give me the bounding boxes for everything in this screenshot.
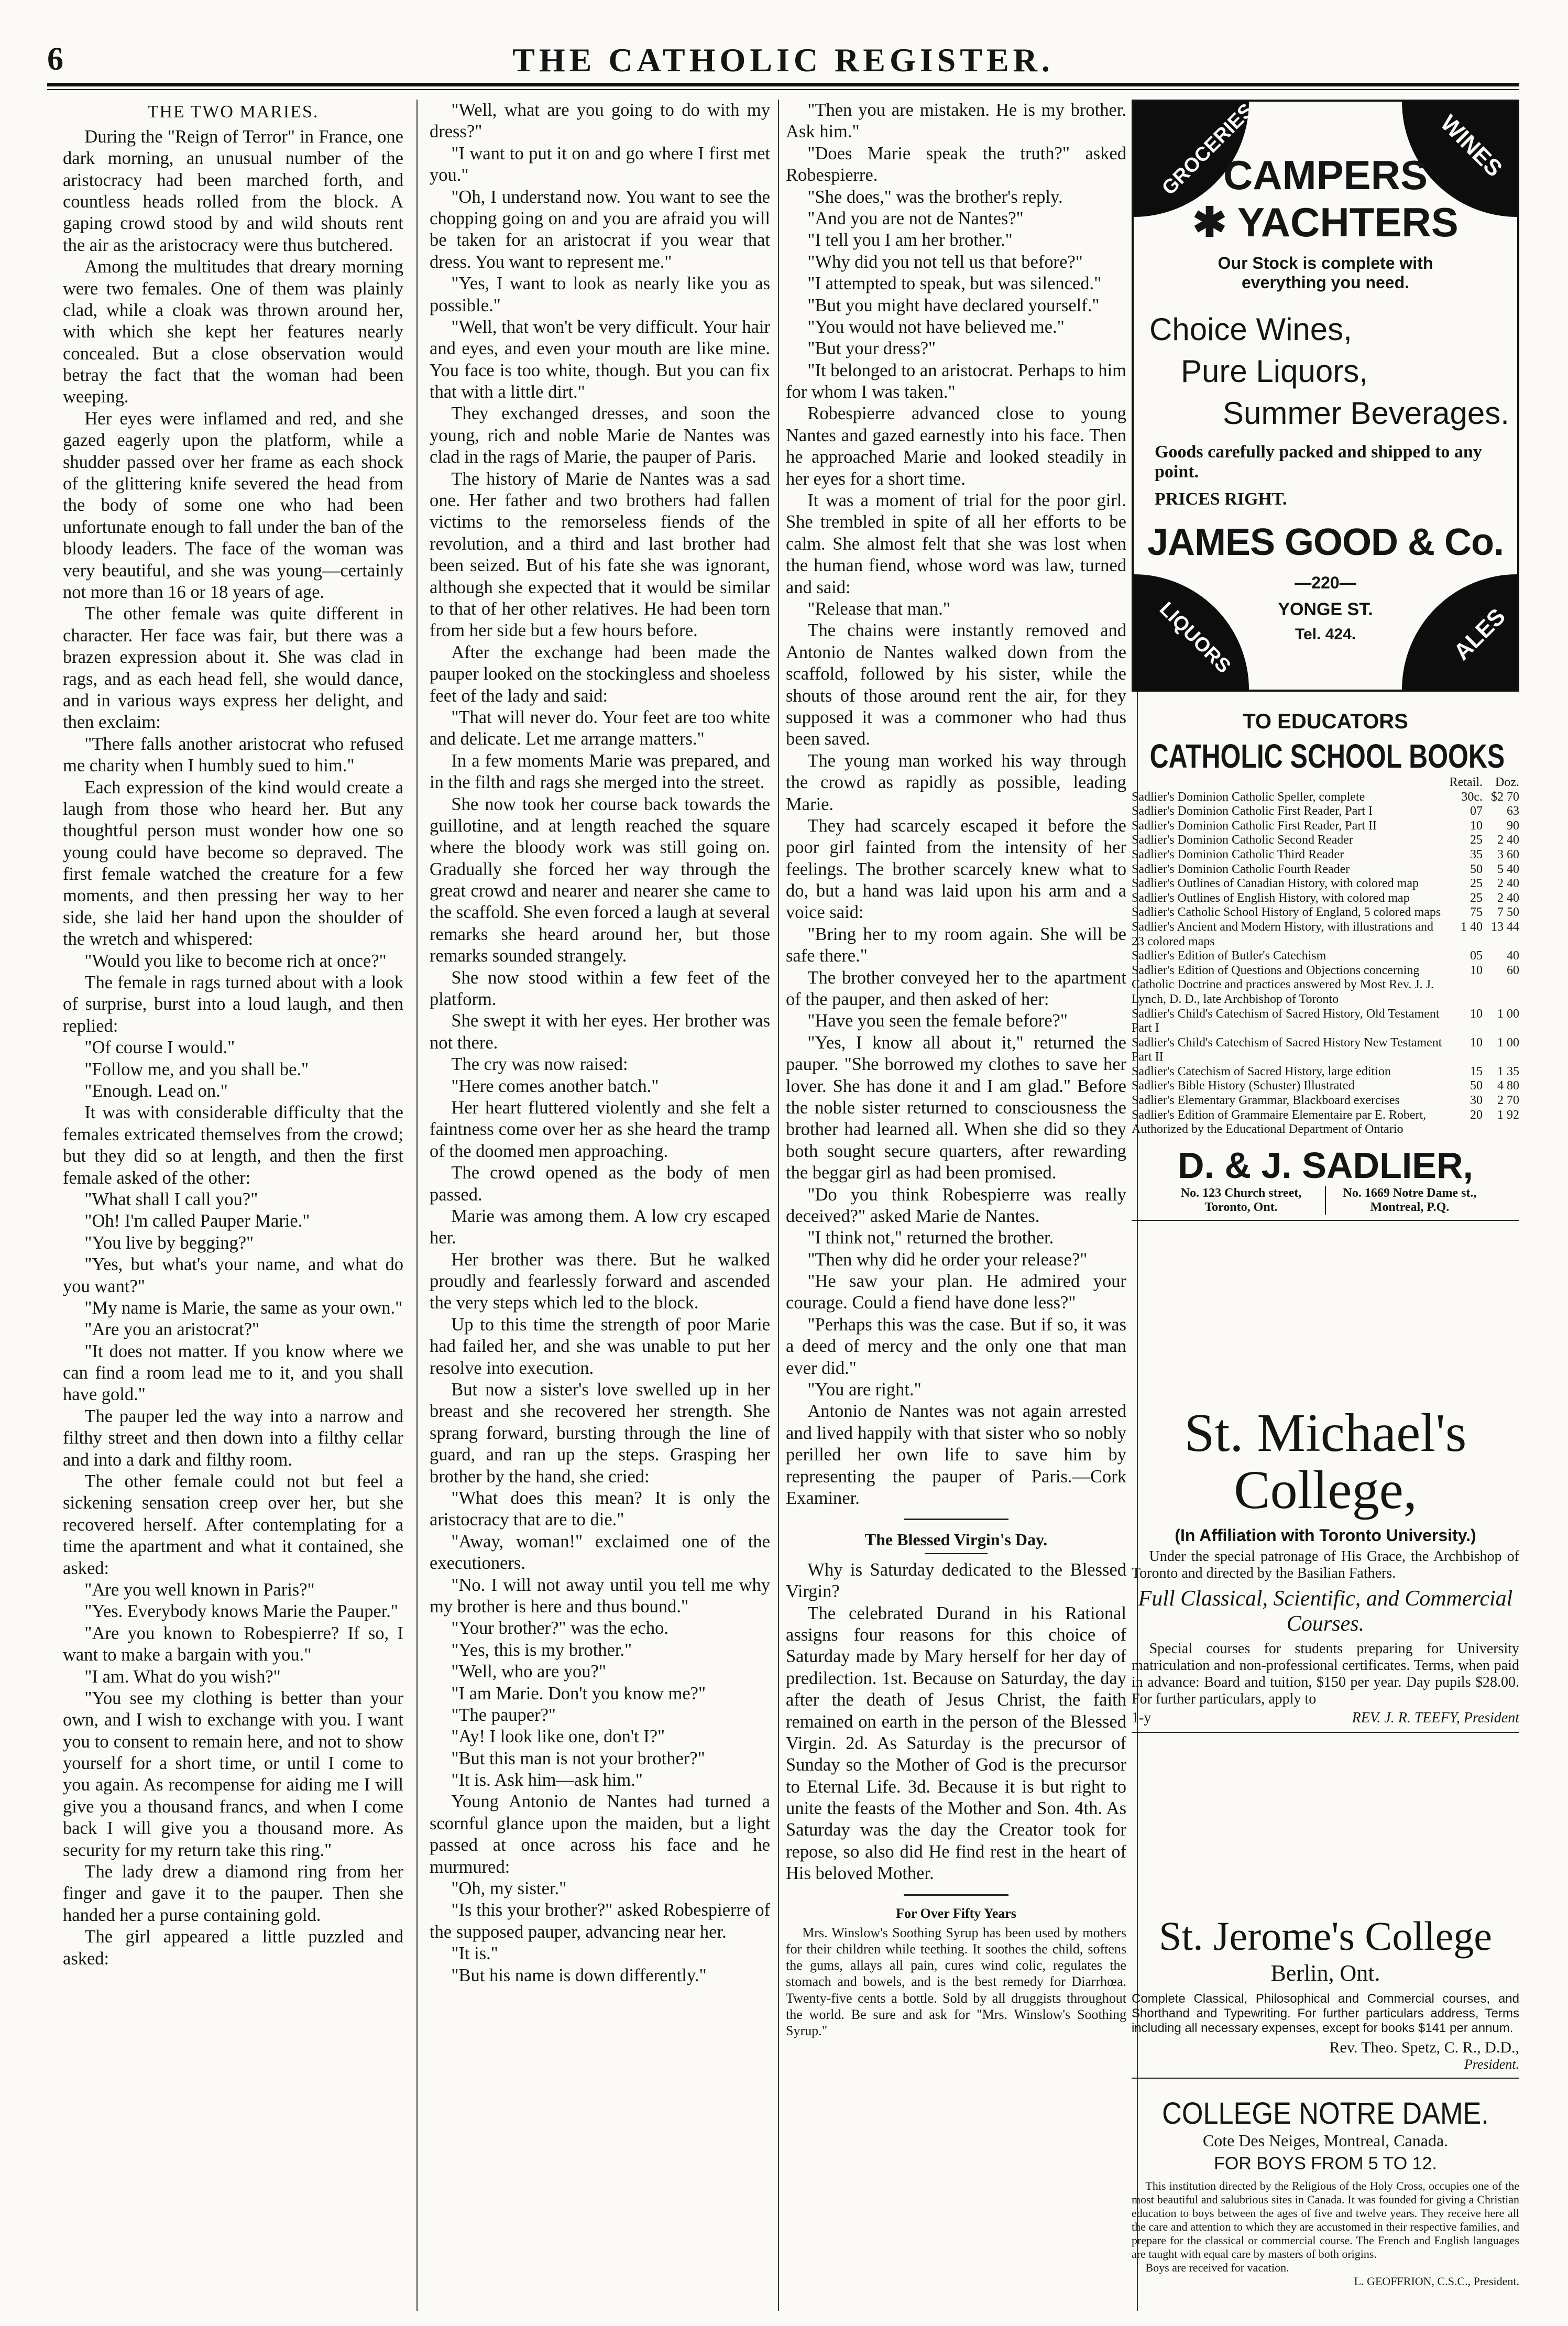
- book-retail-price: 25: [1470, 833, 1483, 847]
- article-title: The Blessed Virgin's Day.: [864, 1530, 1048, 1549]
- ad-campers: [1132, 100, 1519, 692]
- book-row: [1132, 804, 1519, 819]
- book-title: Sadlier's Dominion Catholic First Reader, Part II: [1132, 818, 1377, 833]
- divider: [904, 1519, 1008, 1520]
- book-retail-price: 15: [1470, 1064, 1483, 1078]
- paragraph: The history of Marie de Nantes was a sad one. Her father and two brothers had fallen victims to the remorseless fiends of the revolution, and a third and last brother had been seized. But of his fate she was ignorant, although she expected that it would be similar to that of her other relatives. He had been torn from her side but a few hours before.: [430, 468, 770, 641]
- ad-st-michaels: [1132, 1404, 1519, 1738]
- publisher-addresses: [1132, 1186, 1519, 1215]
- article-body-end: [786, 100, 1126, 1509]
- book-retail-price: 10: [1470, 1035, 1483, 1050]
- book-title: Sadlier's Ancient and Modern History, with illustrations and 23 colored maps: [1132, 920, 1434, 948]
- divider: [1132, 2078, 1519, 2079]
- page-number: 6: [47, 41, 63, 77]
- paragraph: "Enough. Lead on.": [84, 1080, 228, 1101]
- paragraph: After the exchange had been made the pauper looked on the stockingless and shoeless feet of the lady and said:: [430, 642, 770, 706]
- paragraph: "Would you like to become rich at once?": [84, 951, 387, 971]
- paragraph: "You are right.": [807, 1380, 922, 1400]
- paragraph: She now stood within a few feet of the platform.: [430, 967, 770, 1010]
- college-signature-row: [1132, 1710, 1519, 1727]
- column-3: [786, 100, 1126, 2316]
- paragraph: "I think not," returned the brother.: [807, 1228, 1054, 1248]
- paragraph: "Yes, I want to look as nearly like you as possible.": [430, 274, 770, 315]
- masthead-rule-thin: [47, 89, 1519, 90]
- college-signature: REV. J. R. TEEFY, President: [1352, 1710, 1519, 1727]
- paragraph: "I am. What do you wish?": [84, 1666, 281, 1687]
- paragraph: Why is Saturday dedicated to the Blessed Virgin?: [786, 1559, 1126, 1602]
- ad-title: CAMPERS: [1223, 152, 1428, 198]
- book-dozen-price: 1 35: [1497, 1064, 1519, 1078]
- paragraph: They exchanged dresses, and soon the young, rich and noble Marie de Nantes was clad in the rags of Marie, the pauper of Paris.: [430, 403, 770, 467]
- corner-word: GROCERIES: [1158, 99, 1258, 200]
- paragraph: It was with considerable difficulty that the females extricated themselves from the crowd; but they did so at length, and then the first female asked of the other:: [63, 1102, 403, 1188]
- paragraph: "I am Marie. Don't you know me?": [451, 1683, 706, 1703]
- paragraph: Robespierre advanced close to young Nantes and gazed earnestly into his face. Then he approached Marie and looked steadily in her eyes for a short time.: [786, 403, 1126, 489]
- paragraph: "My name is Marie, the same as your own.": [84, 1297, 403, 1318]
- paragraph: Each expression of the kind would create a laugh from those who heard her. But any thoughtful person must wonder how one so young could have become so depraved. The first female watched the creature for a few moments, and then pressing her way to her side, she laid her hand upon the shoulder of the wretch and whispered:: [63, 777, 403, 949]
- advertisements: [1132, 100, 1519, 2316]
- book-dozen-price: 2 40: [1497, 891, 1519, 905]
- ad-street: YONGE ST.: [1278, 599, 1373, 619]
- paragraph: In a few moments Marie was prepared, and in the filth and rags she merged into the street.: [430, 750, 770, 793]
- paragraph: "But you might have declared yourself.": [807, 295, 1100, 315]
- newspaper-title: THE CATHOLIC REGISTER.: [512, 41, 1054, 79]
- paragraph: The pauper led the way into a narrow and filthy street and then down into a filthy cellar and into a dark and filthy room.: [63, 1406, 403, 1470]
- ad-company: JAMES GOOD & Co.: [1147, 521, 1504, 563]
- paragraph: It was a moment of trial for the poor girl. She trembled in spite of all her efforts to be calm. She almost felt that she was lost when the human fiend, whose word was law, turned and said:: [786, 490, 1126, 597]
- paragraph: The celebrated Durand in his Rational assigns four reasons for this choice of Saturday made by Mary herself for her day of predilection. 1st. Because on Saturday, the day after the death of Jesus Christ, the faith remained on earth in the person of the Blessed Virgin. 2d. As Saturday is the precursor of Sunday so the Mother of God is the precursor to Eternal Life. 3d. Because it is but right to unite the feasts of the Mother and Son. 4th. As Saturday was the day the Creator took for repose, so also did He find rest in the heart of His beloved Mother.: [786, 1603, 1126, 1884]
- book-title: Sadlier's Catechism of Sacred History, large edition: [1132, 1064, 1391, 1078]
- paragraph: "It belonged to an aristocrat. Perhaps to him for whom I was taken.": [786, 360, 1126, 402]
- book-row: [1132, 964, 1519, 1007]
- college-vacation: Boys are received for vacation.: [1145, 2261, 1289, 2274]
- college-boys: FOR BOYS FROM 5 TO 12.: [1214, 2154, 1437, 2174]
- paragraph: "Well, who are you?": [451, 1662, 606, 1682]
- column-rule: [778, 100, 779, 2311]
- paragraph: The female in rags turned about with a look of surprise, burst into a loud laugh, and then replied:: [63, 973, 403, 1036]
- ad-line: Choice Wines,: [1149, 312, 1352, 347]
- ad-line: Pure Liquors,: [1181, 354, 1368, 389]
- paragraph: "The pauper?": [451, 1705, 556, 1725]
- paragraph: "You see my clothing is better than your own, and I wish to exchange with you. I want you to consent to remain here, and not to show yourself for a short time, or until I come to you again. As recompense for aiding me I will give you a thousand francs, and when I come back I will give you a thousand more. As security for my return take this ring.": [63, 1688, 403, 1860]
- paragraph: "Then you are mistaken. He is my brother. Ask him.": [786, 100, 1126, 142]
- book-row: [1132, 790, 1519, 805]
- paragraph: "Oh, I understand now. You want to see the chopping going on and you are afraid you will be taken for an aristocrat if you wear that dress. You want to represent me.": [430, 187, 770, 272]
- paragraph: "You live by begging?": [84, 1232, 254, 1253]
- ad-line: Summer Beverages.: [1223, 396, 1509, 431]
- book-retail-price: 10: [1470, 963, 1483, 977]
- divider: [925, 1553, 988, 1554]
- book-retail-price: 1 40: [1461, 920, 1483, 934]
- book-title: Sadlier's Dominion Catholic Second Reader: [1132, 833, 1353, 847]
- paragraph: "But your dress?": [807, 338, 936, 359]
- paragraph: "She does," was the brother's reply.: [807, 187, 1063, 207]
- book-row: [1132, 1065, 1519, 1079]
- college-place: Berlin, Ont.: [1270, 1960, 1380, 1986]
- college-place: Cote Des Neiges, Montreal, Canada.: [1202, 2131, 1449, 2150]
- book-row: [1132, 833, 1519, 848]
- ad-number: —220—: [1295, 573, 1356, 592]
- paragraph: The young man worked his way through the crowd as rapidly as possible, leading Marie.: [786, 750, 1126, 814]
- paragraph: "Of course I would.": [84, 1038, 235, 1058]
- book-title: Sadlier's Edition of Questions and Objections concerning Catholic Doctrine and practices answered by Most Rev. J. J. Lynch, D. D., late Archbishop of Toronto: [1132, 963, 1434, 1006]
- book-retail-price: 05: [1470, 949, 1483, 963]
- paragraph: "He saw your plan. He admired your courage. Could a fiend have done less?": [786, 1271, 1126, 1313]
- ad-publisher: D. & J. SADLIER,: [1178, 1144, 1473, 1186]
- ad-stock: Our Stock is complete with everything you need.: [1218, 254, 1433, 292]
- paragraph: "What shall I call you?": [84, 1189, 258, 1209]
- college-signature: Rev. Theo. Spetz, C. R., D.D.,: [1329, 2039, 1519, 2056]
- paragraph: "Are you an aristocrat?": [84, 1319, 260, 1340]
- paragraph: "Then why did he order your release?": [807, 1249, 1088, 1270]
- book-title: Sadlier's Catholic School History of England, 5 colored maps: [1132, 905, 1441, 920]
- book-row: [1132, 862, 1519, 877]
- paragraph: "No. I will not away until you tell me why my brother is here and thus bound.": [430, 1575, 770, 1617]
- paragraph: "And you are not de Nantes?": [807, 208, 1024, 228]
- college-title: St. Michael's: [1184, 1403, 1467, 1463]
- article-title: THE TWO MARIES.: [147, 102, 319, 122]
- masthead-rule: [47, 83, 1519, 86]
- paragraph: "It is.": [451, 1943, 498, 1964]
- book-title: Sadlier's Dominion Catholic Speller, complete: [1132, 790, 1365, 804]
- column-2: [430, 100, 770, 2316]
- paragraph: The brother conveyed her to the apartment of the pauper, and then asked of her:: [786, 967, 1126, 1010]
- book-row: [1132, 1094, 1519, 1108]
- book-dozen-price: 4 80: [1497, 1079, 1519, 1093]
- ad-title-2: ✱ YACHTERS: [1192, 199, 1459, 245]
- book-dozen-price: 2 70: [1497, 1094, 1519, 1108]
- book-retail-price: 25: [1470, 891, 1483, 905]
- book-dozen-price: 40: [1507, 949, 1519, 963]
- paragraph: "There falls another aristocrat who refused me charity when I humbly sued to him.": [63, 734, 403, 776]
- book-retail-price: 20: [1470, 1108, 1483, 1122]
- paragraph: "Are you known to Robespierre? If so, I want to make a bargain with you.": [63, 1623, 403, 1665]
- book-header: [1132, 776, 1519, 790]
- college-affiliation: (In Affiliation with Toronto University.): [1175, 1526, 1476, 1545]
- book-retail-price: 10: [1470, 1007, 1483, 1021]
- retail-header: Retail.: [1449, 776, 1483, 789]
- paragraph: "I tell you I am her brother.": [807, 230, 1013, 250]
- book-title: Sadlier's Elementary Grammar, Blackboard exercises: [1132, 1094, 1400, 1108]
- book-row: [1132, 1079, 1519, 1094]
- book-dozen-price: 3 60: [1497, 847, 1519, 861]
- paragraph: "It does not matter. If you know where we can find a room lead me to it, and you shall have gold.": [63, 1341, 403, 1405]
- book-row: [1132, 949, 1519, 964]
- paragraph: The chains were instantly removed and Antonio de Nantes walked down from the scaffold, followed by his sister, while the shouts of those around rent the air, for they supposed it was a commoner who had thus been saved.: [786, 620, 1126, 749]
- paragraph: "Here comes another batch.": [451, 1076, 659, 1096]
- book-retail-price: 10: [1470, 818, 1483, 833]
- paragraph: "Away, woman!" exclaimed one of the executioners.: [430, 1531, 770, 1574]
- paragraph: "Release that man.": [807, 598, 950, 619]
- paragraph: Young Antonio de Nantes had turned a scornful glance upon the maiden, but a light passed at once across his face and he murmured:: [430, 1792, 770, 1877]
- book-title: Sadlier's Dominion Catholic Third Reader: [1132, 847, 1344, 861]
- ad-books-title: CATHOLIC SCHOOL BOOKS: [1149, 737, 1505, 775]
- masthead: [47, 41, 1519, 78]
- book-title: Sadlier's Outlines of Canadian History, with colored map: [1132, 877, 1419, 891]
- college-code: 1-y: [1132, 1710, 1152, 1727]
- paragraph: "Well, what are you going to do with my dress?": [430, 100, 770, 142]
- book-dozen-price: 7 50: [1497, 905, 1519, 920]
- book-row: [1132, 877, 1519, 891]
- paragraph: "You would not have believed me.": [807, 316, 1065, 337]
- book-title: Sadlier's Dominion Catholic First Reader, Part I: [1132, 804, 1373, 818]
- book-retail-price: 30c.: [1461, 790, 1483, 804]
- divider: [1132, 1732, 1519, 1733]
- book-title: Sadlier's Edition of Butler's Catechism: [1132, 949, 1326, 963]
- paragraph: "Bring her to my room again. She will be safe there.": [786, 924, 1126, 966]
- paragraph: "I want to put it on and go where I first met you.": [430, 143, 770, 185]
- book-row: [1132, 891, 1519, 906]
- book-dozen-price: 60: [1507, 963, 1519, 977]
- paragraph: "That will never do. Your feet are too white and delicate. Let me arrange matters.": [430, 707, 770, 749]
- paragraph: The lady drew a diamond ring from her finger and gave it to the pauper. Then she handed her a purse containing gold.: [63, 1862, 403, 1925]
- paragraph: "Perhaps this was the case. But if so, it was a deed of mercy and the only one that man ever did.": [786, 1314, 1126, 1378]
- paragraph: "Follow me, and you shall be.": [84, 1059, 309, 1079]
- paragraph: "Oh! I'm called Pauper Marie.": [84, 1211, 310, 1231]
- ad-packed: Goods carefully packed and shipped to any point.: [1155, 442, 1482, 482]
- ad-tel: Tel. 424.: [1295, 626, 1356, 643]
- paragraph: "But his name is down differently.": [451, 1965, 707, 1985]
- divider: [1132, 1220, 1519, 1221]
- paragraph: "Are you well known in Paris?": [84, 1579, 315, 1600]
- paragraph: "Well, that won't be very difficult. Your hair and eyes, and even your mouth are like mine. You face is too white, though. But you can fix that with a little dirt.": [430, 316, 770, 402]
- paragraph: "What does this mean? It is only the aristocracy that are to die.": [430, 1488, 770, 1530]
- paragraph: She swept it with her eyes. Her brother was not there.: [430, 1011, 770, 1053]
- paragraph: Among the multitudes that dreary morning were two females. One of them was plainly clad, while a cloak was thrown around her, with which she kept her features nearly concealed. But a close observation would betray the fact that the woman had been weeping.: [63, 257, 403, 407]
- paragraph: "But this man is not your brother?": [451, 1748, 705, 1768]
- book-retail-price: 07: [1470, 804, 1483, 818]
- column-1: [63, 100, 403, 2316]
- book-dozen-price: 2 40: [1497, 833, 1519, 847]
- book-title: Sadlier's Edition of Grammaire Elementaire par E. Robert, Authorized by the Educational Department of Ontario: [1132, 1108, 1427, 1137]
- paragraph: "Oh, my sister.": [451, 1879, 567, 1899]
- paragraph: Up to this time the strength of poor Marie had failed her, and she was unable to put her resolve into execution.: [430, 1314, 770, 1378]
- book-title: Sadlier's Child's Catechism of Sacred History, Old Testament Part I: [1132, 1007, 1440, 1035]
- paragraph: Marie was among them. A low cry escaped her.: [430, 1206, 770, 1248]
- column-rule: [416, 100, 418, 2311]
- paragraph: Her eyes were inflamed and red, and she gazed eagerly upon the platform, while a shudder passed over her frame as each shock of the glittering knife severed the head from the body of some one who had been unfortunate enough to fall under the ban of the bloody leaders. The face of the woman was very beautiful, and she was young—certainly not more than 16 or 18 years of age.: [63, 408, 403, 602]
- book-title: Sadlier's Bible History (Schuster) Illustrated: [1132, 1079, 1355, 1093]
- paragraph: But now a sister's love swelled up in her breast and she recovered her strength. She sprang forward, bursting through the line of guard, and ran up the steps. Grasping her brother by the hand, she cried:: [430, 1380, 770, 1487]
- college-text: Under the special patronage of His Grace, the Archbishop of Toronto and directed by the Basilian Fathers.: [1132, 1548, 1519, 1582]
- paragraph: "Why did you not tell us that before?": [807, 252, 1083, 272]
- article-body-continued: [430, 100, 770, 1986]
- article-body: [63, 126, 403, 1970]
- book-title: Sadlier's Outlines of English History, with colored map: [1132, 891, 1410, 905]
- book-row: [1132, 1108, 1519, 1137]
- divider: [904, 1894, 1008, 1896]
- college-courses: Full Classical, Scientific, and Commercial Courses.: [1138, 1587, 1513, 1636]
- book-title: Sadlier's Child's Catechism of Sacred History New Testament Part II: [1132, 1035, 1442, 1064]
- paragraph: During the "Reign of Terror" in France, one dark morning, an unusual number of the aristocracy had been marched forth, and countless heads rolled from the block. A gaping crowd stood by and wild shouts rent the air as the aristocracy were thus butchered.: [63, 126, 403, 255]
- paragraph: She now took her course back towards the guillotine, and at length reached the square where the bloody work was still going on. Gradually she forced her way through the great crowd and nearer and nearer she came to the scaffold. She even forced a laugh at several remarks she heard around her, but those remarks sounded strangely.: [430, 794, 770, 966]
- book-row: [1132, 848, 1519, 862]
- paragraph: They had scarcely escaped it before the poor girl fainted from the intensity of her feelings. The brother scarcely knew what to do, but a hand was laid upon his arm and a voice said:: [786, 815, 1126, 923]
- paragraph: The other female could not but feel a sickening sensation creep over her, but she recovered herself. After contemplating for a time the apartment and what it contained, she asked:: [63, 1471, 403, 1578]
- book-row: [1132, 1007, 1519, 1036]
- paragraph: "It is. Ask him—ask him.": [451, 1770, 643, 1790]
- article-body: [786, 1559, 1126, 1885]
- winslow-text: Mrs. Winslow's Soothing Syrup has been used by mothers for their children while teething. It soothes the child, softens the gums, allays all pain, cures wind colic, regulates the stomach and bowels, and is the best remedy for Diarrhœa. Twenty-five cents a bottle. Sold by all druggists throughout the world. Be sure and ask for "Mrs. Winslow's Soothing Syrup.": [786, 1925, 1126, 2038]
- book-dozen-price: 2 40: [1497, 877, 1519, 891]
- college-title: St. Jerome's College: [1159, 1913, 1492, 1959]
- corner-word: ALES: [1449, 603, 1511, 665]
- book-dozen-price: 90: [1507, 818, 1519, 833]
- book-retail-price: 50: [1470, 1079, 1483, 1093]
- book-dozen-price: $2 70: [1491, 790, 1519, 804]
- book-title: Sadlier's Dominion Catholic Fourth Reader: [1132, 862, 1350, 876]
- paragraph: "Have you seen the female before?": [807, 1011, 1068, 1031]
- book-retail-price: 25: [1470, 877, 1483, 891]
- book-row: [1132, 819, 1519, 834]
- paragraph: The other female was quite different in character. Her face was fair, but there was a brazen expression about it. She was clad in rags, and as each head fell, she would dance, and in various ways express her delight, and then exclaim:: [63, 604, 403, 733]
- college-title-2: College,: [1234, 1460, 1417, 1521]
- paragraph: Her heart fluttered violently and she felt a faintness come over her as she heard the tramp of the doomed men approaching.: [430, 1097, 770, 1161]
- ad-st-jeromes: [1132, 1913, 1519, 2084]
- ad-prices: PRICES RIGHT.: [1155, 489, 1287, 509]
- ad-books-to: TO EDUCATORS: [1243, 710, 1408, 733]
- book-row: [1132, 905, 1519, 920]
- paragraph: Her brother was there. But he walked proudly and fearlessly forward and ascended the very steps which led to the block.: [430, 1249, 770, 1313]
- corner-word: LIQUORS: [1155, 598, 1235, 678]
- paragraph: "Does Marie speak the truth?" asked Robespierre.: [786, 143, 1126, 185]
- book-dozen-price: 13 44: [1491, 920, 1519, 934]
- paragraph: "Is this your brother?" asked Robespierre of the supposed pauper, advancing near her.: [430, 1900, 770, 1942]
- paragraph: "Your brother?" was the echo.: [451, 1618, 668, 1639]
- paragraph: "Yes, this is my brother.": [451, 1640, 632, 1660]
- college-title: COLLEGE NOTRE DAME.: [1162, 2096, 1489, 2131]
- ad-school-books: [1132, 710, 1519, 1226]
- book-dozen-price: 63: [1507, 804, 1519, 818]
- paragraph: "I attempted to speak, but was silenced.": [807, 274, 1102, 294]
- book-row: [1132, 920, 1519, 949]
- paragraph: The crowd opened as the body of men passed.: [430, 1163, 770, 1205]
- address-toronto: No. 123 Church street, Toronto, Ont.: [1163, 1186, 1326, 1215]
- book-dozen-price: 1 92: [1497, 1108, 1519, 1122]
- book-retail-price: 50: [1470, 862, 1483, 876]
- paragraph: The girl appeared a little puzzled and asked:: [63, 1927, 403, 1969]
- book-retail-price: 75: [1470, 905, 1483, 920]
- book-dozen-price: 1 00: [1497, 1035, 1519, 1050]
- book-dozen-price: 1 00: [1497, 1007, 1519, 1021]
- paragraph: "Yes, but what's your name, and what do you want?": [63, 1254, 403, 1296]
- college-signature-title: President.: [1464, 2057, 1519, 2072]
- book-list: [1132, 790, 1519, 1137]
- paragraph: The cry was now raised:: [451, 1054, 628, 1075]
- college-signature: L. GEOFFRION, C.S.C., President.: [1354, 2275, 1519, 2288]
- college-text: This institution directed by the Religious of the Holy Cross, occupies one of the most beautiful and salubrious sites in Canada. It was founded for giving a Christian education to boys between the ages of five and twelve years. They receive here all the care and attention to which they are accustomed in their respective families, and prepare for the classical or commercial course. The French and English languages are taught with equal care by masters of both origins.: [1132, 2179, 1519, 2261]
- doz-header: Doz.: [1495, 776, 1519, 789]
- paragraph: "Do you think Robespierre was really deceived?" asked Marie de Nantes.: [786, 1184, 1126, 1226]
- book-retail-price: 30: [1470, 1094, 1483, 1108]
- book-dozen-price: 5 40: [1497, 862, 1519, 876]
- college-text-2: Special courses for students preparing for University matriculation and non-professional certificates. Terms, when paid in advance: Board and tuition, $150 per year. Day pupils $28.00. For further particulars, apply to: [1132, 1641, 1519, 1708]
- winslow-title: For Over Fifty Years: [896, 1905, 1016, 1921]
- college-text: Complete Classical, Philosophical and Commercial courses, and Shorthand and Typewriting. For further particulars address, Terms including all necessary expenses, except for books $141 per annum.: [1132, 1992, 1519, 2035]
- address-montreal: No. 1669 Notre Dame st., Montreal, P.Q.: [1343, 1186, 1477, 1214]
- book-row: [1132, 1036, 1519, 1065]
- paragraph: Antonio de Nantes was not again arrested and lived happily with that sister who so nobly perilled her own life to save him by representing the pauper of Paris.—Cork Examiner.: [786, 1401, 1126, 1508]
- paragraph: "Ay! I look like one, don't I?": [451, 1727, 665, 1747]
- paragraph: "Yes. Everybody knows Marie the Pauper.": [84, 1601, 399, 1622]
- book-retail-price: 35: [1470, 847, 1483, 861]
- ad-notre-dame: [1132, 2096, 1519, 2288]
- corner-word: WINES: [1435, 110, 1507, 182]
- paragraph: "Yes, I know all about it," returned the pauper. "She borrowed my clothes to save her lover. She has done it and I am glad." Before the noble sister returned to consciousness the brother had learned all. When she did so they both sought secure quarters, after rewarding the beggar girl as had been promised.: [786, 1032, 1126, 1183]
